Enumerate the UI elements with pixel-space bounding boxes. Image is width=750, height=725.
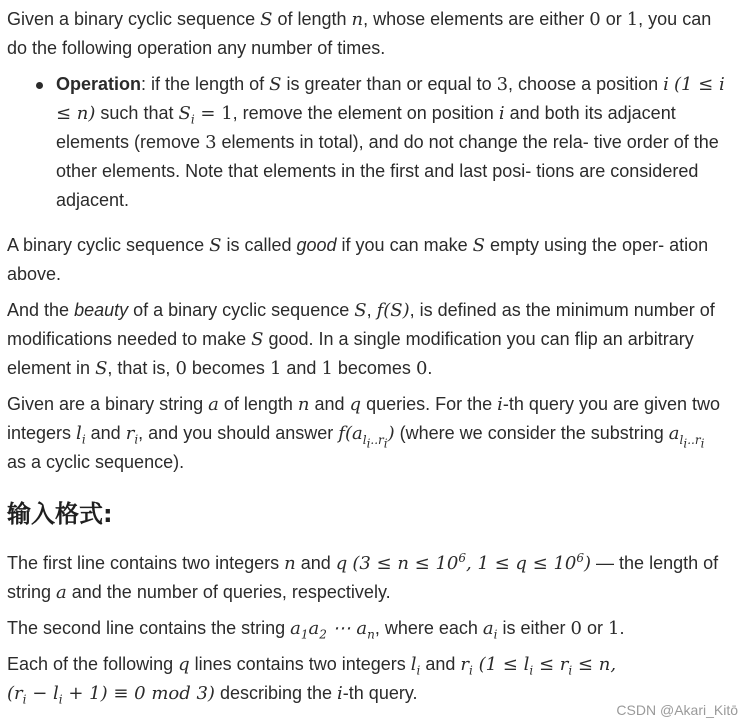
math-eq1: = 1 bbox=[194, 103, 233, 124]
operation-label: Operation bbox=[56, 74, 142, 94]
math-0: 0 bbox=[415, 358, 428, 379]
math-range: (1 ≤ i ≤ n) bbox=[56, 74, 725, 124]
math-S: S bbox=[269, 74, 282, 95]
text: and bbox=[85, 423, 126, 443]
text: , you can do the following operation any number of times. bbox=[7, 9, 712, 58]
text: or bbox=[581, 618, 608, 638]
text: , bbox=[366, 300, 377, 320]
text: is called bbox=[221, 235, 297, 255]
watermark: CSDN @Akari_Kitō bbox=[616, 702, 738, 718]
math-constraints: ($3 \le n \le 10^6$, $1 \le q \le 10^6$) bbox=[352, 551, 592, 574]
math-q: q bbox=[178, 654, 190, 675]
text: Given a binary cyclic sequence bbox=[7, 9, 261, 29]
text: -th query. bbox=[342, 683, 418, 703]
text: , that is, bbox=[107, 358, 176, 378]
text: and bbox=[295, 553, 336, 573]
text: . bbox=[619, 618, 625, 638]
math-i: i bbox=[663, 74, 669, 95]
operation-list bbox=[7, 70, 725, 215]
text: and bbox=[309, 394, 350, 414]
text: lines contains two integers bbox=[189, 654, 411, 674]
input-line-2 bbox=[7, 614, 725, 643]
text: of a binary cyclic sequence bbox=[128, 300, 355, 320]
math-i: i bbox=[498, 103, 505, 124]
text: or bbox=[600, 9, 627, 29]
section-heading: 输入格式: bbox=[7, 500, 113, 528]
text: of length bbox=[218, 394, 298, 414]
term-beauty: beauty bbox=[74, 300, 129, 320]
math-S: S bbox=[209, 235, 222, 256]
text: if you can make bbox=[336, 235, 473, 255]
math-ai: $a_i$ bbox=[482, 618, 498, 642]
math-Si: $S_i$ bbox=[178, 103, 195, 127]
text: And the bbox=[7, 300, 75, 320]
text: such that bbox=[95, 103, 179, 123]
math-0: 0 bbox=[570, 618, 582, 639]
math-0: 0 bbox=[589, 9, 601, 30]
text: . bbox=[427, 358, 433, 378]
math-sequence: $a_1a_2$ ⋯ $a_n$ bbox=[290, 618, 375, 642]
query-definition bbox=[7, 390, 725, 477]
math-a: a bbox=[56, 582, 67, 603]
math-substring: $a_{l_i..r_i}$ bbox=[668, 423, 705, 450]
text: (where we consider the substring bbox=[394, 423, 669, 443]
text: , choose a position bbox=[508, 74, 664, 94]
math-a: a bbox=[208, 394, 219, 415]
input-line-1 bbox=[7, 549, 725, 607]
text: -th query you are given two integers bbox=[7, 394, 721, 443]
text: and bbox=[420, 654, 461, 674]
text: queries. For the bbox=[361, 394, 498, 414]
math-3: 3 bbox=[205, 132, 217, 153]
math-n: n bbox=[297, 394, 310, 415]
term-good: good bbox=[296, 235, 337, 255]
intro-paragraph bbox=[7, 5, 725, 63]
math-q: q bbox=[335, 553, 348, 574]
operation-item bbox=[56, 70, 725, 215]
text: and both its adjacent elements (remove bbox=[56, 103, 676, 152]
text: : if the length of bbox=[141, 74, 270, 94]
math-S: S bbox=[472, 235, 485, 256]
text: , is defined as the minimum number of modifications needed to make bbox=[7, 300, 715, 349]
text: is either bbox=[497, 618, 571, 638]
text: of length bbox=[272, 9, 352, 29]
text: is greater than or equal to bbox=[281, 74, 497, 94]
text: , where each bbox=[374, 618, 483, 638]
beauty-definition bbox=[7, 296, 725, 383]
text: A binary cyclic sequence bbox=[7, 235, 210, 255]
good-definition bbox=[7, 231, 725, 289]
math-S: S bbox=[260, 9, 273, 30]
math-1: 1 bbox=[626, 9, 639, 30]
math-fS: f(S) bbox=[376, 300, 410, 321]
text: The second line contains the string bbox=[7, 618, 291, 638]
math-S: S bbox=[95, 358, 108, 379]
text: describing the bbox=[214, 683, 338, 703]
text: — the length of string bbox=[7, 553, 719, 602]
text: empty using the oper- ation above. bbox=[7, 235, 709, 284]
text: and the number of queries, respectively. bbox=[66, 582, 391, 602]
text: becomes bbox=[186, 358, 270, 378]
text: Each of the following bbox=[7, 654, 179, 674]
text: as a cyclic sequence). bbox=[7, 452, 185, 472]
problem-statement bbox=[7, 5, 725, 715]
math-mod-constraint: $(r_i - l_i + 1) \equiv 0$ mod 3) bbox=[7, 683, 215, 707]
math-n: n bbox=[351, 9, 364, 30]
math-1: 1 bbox=[269, 358, 282, 379]
math-S: S bbox=[354, 300, 367, 321]
math-li: $l_i$ bbox=[76, 423, 86, 447]
text: good. In a single modification you can flip an arbitrary element in bbox=[7, 329, 694, 378]
text: and bbox=[281, 358, 322, 378]
math-1: 1 bbox=[321, 358, 333, 379]
input-line-3 bbox=[7, 650, 725, 708]
math-ri: $r_i$ bbox=[460, 654, 473, 678]
math-q: q bbox=[349, 394, 362, 415]
math-ri: $r_i$ bbox=[125, 423, 139, 447]
math-3: 3 bbox=[496, 74, 509, 95]
math-li: $l_i$ bbox=[410, 654, 421, 678]
text: becomes bbox=[332, 358, 416, 378]
math-query-constraint: ($1 \le l_i \le r_i \le n$, bbox=[472, 654, 617, 678]
text: Given are a binary string bbox=[7, 394, 209, 414]
math-i: i bbox=[497, 394, 503, 415]
math-S: S bbox=[251, 329, 264, 350]
math-1: 1 bbox=[607, 618, 620, 639]
math-n: n bbox=[284, 553, 296, 574]
bullet-icon bbox=[36, 82, 43, 89]
math-f-substring: $f(a_{l_i..r_i})$ bbox=[338, 423, 395, 450]
math-0: 0 bbox=[175, 358, 187, 379]
text: elements in total), and do not change the rela- tive order of the other elements. Note that elements in the first and last posi- tions are considered adjacent. bbox=[56, 132, 719, 210]
math-i: i bbox=[337, 683, 343, 704]
text: , whose elements are either bbox=[363, 9, 590, 29]
text: , and you should answer bbox=[138, 423, 339, 443]
text: The first line contains two integers bbox=[7, 553, 285, 573]
text: , remove the element on position bbox=[232, 103, 499, 123]
